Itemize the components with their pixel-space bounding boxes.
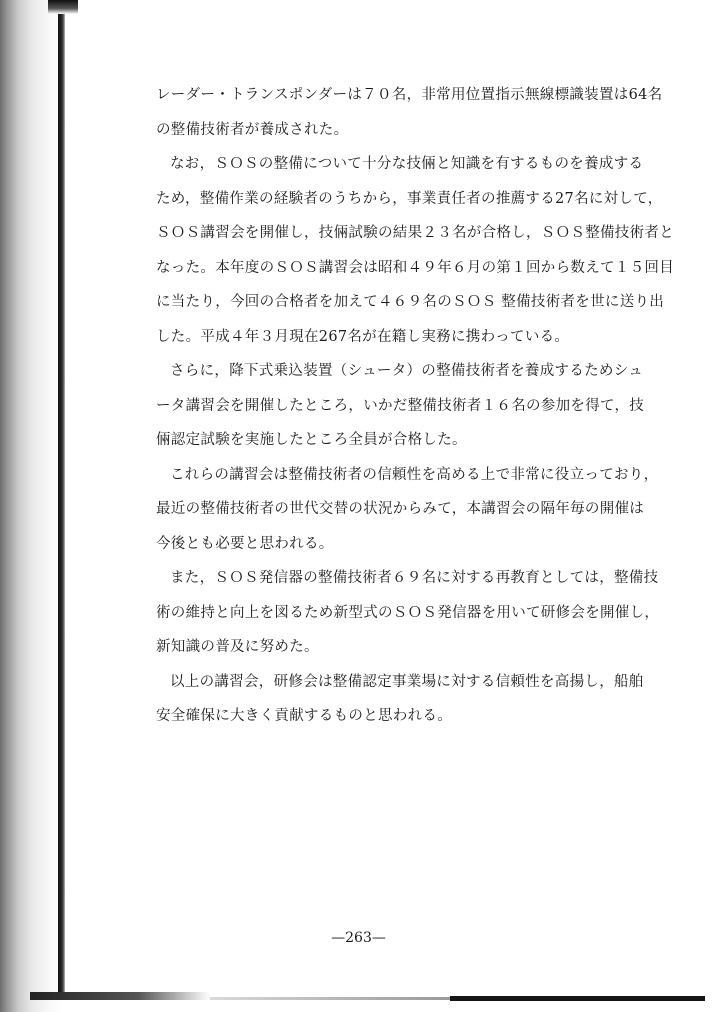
text-line-15: また，ＳＯＳ発信器の整備技術者６９名に対する再教育としては，整備技 [170,570,659,586]
text-line-11: 倆認定試験を実施したところ全員が合格した。 [156,432,467,448]
text-line-2: の整備技術者が養成された。 [156,121,349,138]
text-line-14: 今後とも必要と思われる。 [156,535,334,552]
binding-shadow [0,0,62,1012]
text-line-18: 以上の講習会，研修会は整備認定事業場に対する信頼性を高揚し，船舶 [170,673,644,690]
text-line-10: ータ講習会を開催したところ，いかだ整備技術者１６名の参加を得て，技 [156,397,645,414]
binding-edge [58,8,65,998]
page-number: —263— [331,930,386,946]
text-line-9: さらに，降下式乗込装置（シュータ）の整備技術者を養成するためシュ [170,363,644,379]
text-line-16: 術の維持と向上を図るため新型式のＳＯＳ発信器を用いて研修会を開催し， [156,604,660,621]
bottom-edge-shadow-right [450,996,705,1001]
bottom-edge-shadow-left [30,992,210,1000]
text-line-17: 新知識の普及に努めた。 [156,639,319,655]
text-line-12: これらの講習会は整備技術者の信頼性を高める上で非常に役立っており， [170,466,659,483]
text-line-7: に当たり，今回の合格者を加えて４６９名のＳＯＳ 整備技術者を世に送り出 [156,294,665,310]
top-edge-shadow [48,0,78,14]
document-body [156,78,676,734]
text-line-6: なった。本年度のＳＯＳ講習会は昭和４９年６月の第１回から数えて１５回目 [156,259,674,276]
bottom-edge-shadow-mid [210,997,450,1000]
text-line-19: 安全確保に大きく貢献するものと思われる。 [156,708,452,724]
text-line-5: ＳＯＳ講習会を開催し，技倆試験の結果２３名が合格し，ＳＯＳ整備技術者と [156,225,674,241]
text-line-13: 最近の整備技術者の世代交替の状況からみて，本講習会の隔年毎の開催は [156,501,645,517]
text-line-1: レーダー・トランスポンダーは７０名，非常用位置指示無線標識装置は64名 [156,87,663,103]
text-line-3: なお，ＳＯＳの整備について十分な技倆と知識を有するものを養成する [170,156,644,172]
text-line-8: した。平成４年３月現在267名が在籍し実務に携わっている。 [156,328,570,345]
text-line-4: ため，整備作業の経験者のうちから，事業責任者の推薦する27名に対して， [156,190,663,207]
